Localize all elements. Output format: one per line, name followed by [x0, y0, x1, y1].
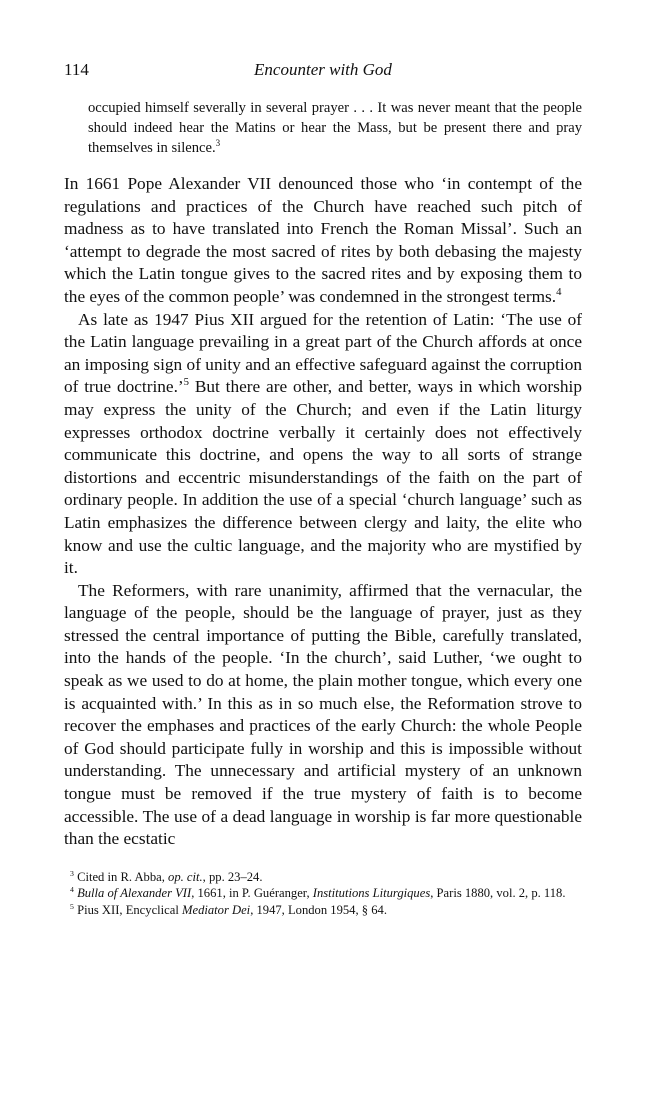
footnote-reference: 5 [183, 376, 190, 389]
citation-title: op. cit. [168, 869, 203, 884]
footnotes [64, 869, 582, 919]
book-page [64, 60, 582, 918]
paragraph [64, 309, 582, 580]
paragraph-text: In 1661 Pope Alexander VII denounced those who ‘in contempt of the regulations and practices of the Church have reached such pitch of madness as to have translated into French the Roman Missal’. Such an ‘attempt to degrade the most sacred of rites by both debasing the majesty which the Latin tongue gives to the sacred rites and by exposing them to the eyes of the common people’ was condemned in the strongest terms. [64, 174, 582, 306]
footnote-number: 5 [70, 901, 74, 911]
footnote-text: Cited in R. Abba, [77, 869, 169, 884]
paragraph [64, 580, 582, 851]
footnote-text: , 1661, in P. Guéranger, [191, 886, 313, 901]
paragraph-text: As late as 1947 Pius XII argued for the retention of Latin: ‘The use of the Latin language prevailing in a great part of the Church affords at once an imposing sign of unity and an effective safeguard against the corruption of true doctrine.’ [64, 309, 582, 397]
footnote-reference: 4 [556, 286, 562, 299]
footnote [64, 869, 582, 886]
page-header [64, 60, 582, 86]
footnote-text: , pp. 23–24. [202, 869, 263, 884]
page-number: 114 [64, 60, 89, 79]
footnote-number: 3 [70, 868, 74, 878]
citation-title: Bulla of Alexander VII [77, 886, 192, 901]
block-quote-text: occupied himself severally in several prayer . . . It was never meant that the people should indeed hear the Matins or hear the Mass, but be present there and pray themselves in silence. [88, 100, 582, 156]
body-text [64, 173, 582, 851]
footnote [64, 885, 582, 902]
footnote [64, 902, 582, 919]
citation-title: Mediator Dei [181, 902, 251, 917]
running-title: Encounter with God [254, 60, 392, 79]
block-quote [88, 98, 582, 158]
paragraph [64, 173, 582, 309]
footnote-number: 4 [70, 885, 74, 895]
paragraph-text: The Reformers, with rare unanimity, affirmed that the vernacular, the language of the people, should be the language of prayer, just as they stressed the central importance of putting the Bible, carefully translated, into the hands of the people. ‘In the church’, said Luther, ‘we ought to speak as we used to do at home, the plain mother tongue, which every one is acquainted with.’ In this as in so much else, the Reformation strove to recover the emphases and practices of the early Church: the whole People of God should participate fully in worship and this is impossible without understanding. The unnecessary and artificial mystery of an unknown tongue must be removed if the true mystery of faith is to become accessible. The use of a dead language in worship is far more questionable than the ecstatic [64, 580, 582, 849]
paragraph-text: But there are other, and better, ways in which worship may express the unity of the Church; and even if the Latin liturgy expresses orthodox doctrine verbally it certainly does not effectively communicate this doctrine, and opens the way to all sorts of strange distortions and eccentric misunderstandings of the faith on the part of ordinary people. In addition the use of a special ‘church language’ such as Latin emphasizes the difference between clergy and laity, the elite who know and use the cultic language, and the majority who are mystified by it. [64, 377, 582, 578]
citation-title: Institutions Liturgiques [312, 886, 431, 901]
footnote-text: , 1947, London 1954, § 64. [250, 902, 387, 917]
footnote-reference: 3 [215, 138, 221, 149]
footnote-text: Pius XII, Encyclical [77, 902, 182, 917]
footnote-text: , Paris 1880, vol. 2, p. 118. [430, 886, 566, 901]
